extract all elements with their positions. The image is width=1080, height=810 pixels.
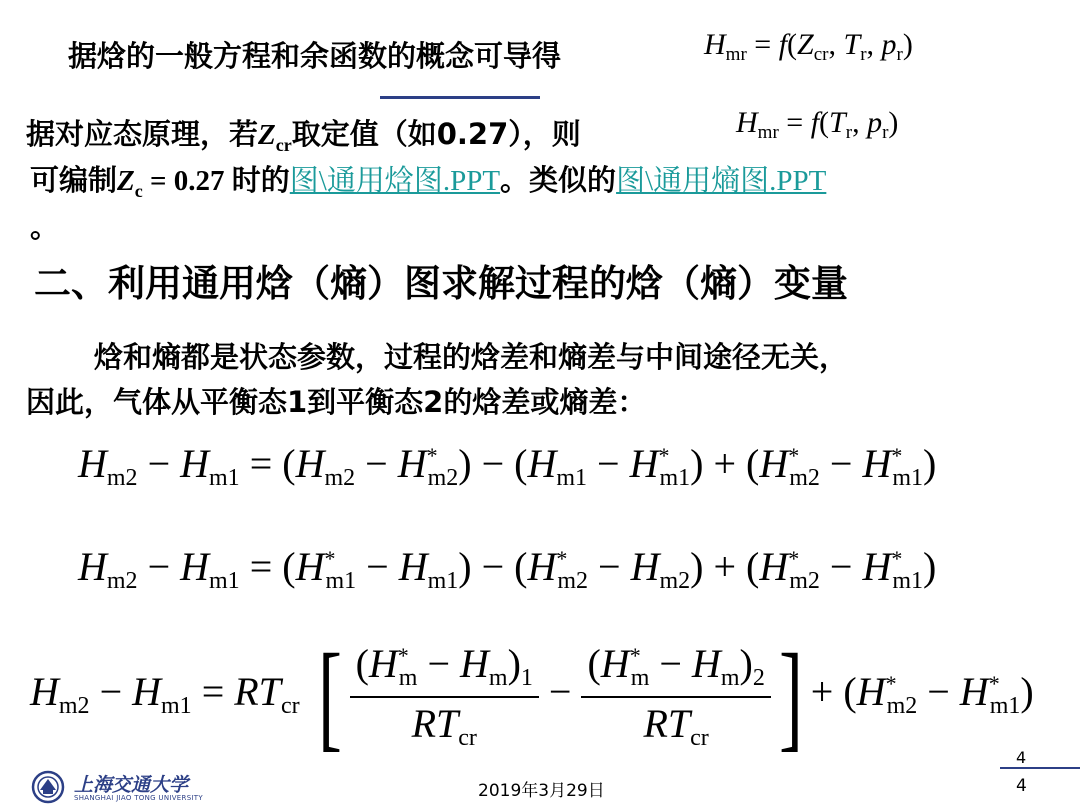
page-number-top: 4 — [1016, 748, 1027, 767]
intro-line: 据焓的一般方程和余函数的概念可导得 — [68, 39, 562, 73]
period-line: 。 — [30, 210, 60, 244]
equation-2: $H_{m2} - H_{m1} = (H^*_{m1} - H_{m1}) - (H^*_{m2} - H_{m2}) + (H^*_{m2} - H^*_{m1})$ — [78, 544, 937, 594]
entropy-chart-link[interactable]: 图\通用熵图.PPT — [616, 165, 827, 197]
corresponding-states-line: 据对应态原理，若$Z_{cr}$取定值（如0.27），则 — [26, 117, 581, 155]
equation-hmr-zcr: $H_{mr} = f(Z_{cr}$, $T_r$, $p_r$) — [704, 28, 913, 65]
university-seal-icon — [30, 770, 68, 804]
divider-rule — [380, 96, 540, 99]
enthalpy-chart-link[interactable]: 图\通用焓图.PPT — [289, 165, 501, 197]
footer-date: 2019年3月29日 — [478, 781, 605, 801]
equation-3: $H_{m2} - H_{m1} = RT_{cr}$ [ $\frac{(H^*_m - H_m)_1}{RT_{cr}}$ − $\frac{(H^*_m - H_m)_2}{RT_{cr}}$ ] + $(H^*_{m2} - H^*_{m1})$ — [30, 629, 1034, 762]
paragraph-line-1: 焓和熵都是状态参数，过程的焓差和熵差与中间途径无关， — [94, 340, 849, 374]
footer-rule — [1000, 767, 1080, 769]
university-logo: 上海交通大学 SHANGHAI JIAO TONG UNIVERSITY — [30, 770, 68, 808]
equation-1: $H_{m2} - H_{m1} = (H_{m2} - H^*_{m2}) - (H_{m1} - H^*_{m1}) + (H^*_{m2} - H^*_{m1})$ — [78, 441, 937, 491]
page-number: 4 — [1016, 776, 1027, 796]
section-heading: 二、利用通用焓（熵）图求解过程的焓（熵）变量 — [34, 262, 848, 305]
paragraph-line-2: 因此，气体从平衡态1到平衡态2的焓差或熵差： — [26, 385, 647, 419]
chart-reference-line: 可编制$Z_c = 0.27$ 时的图\通用焓图.PPT。类似的图\通用熵图.PPT — [30, 163, 827, 201]
equation-hmr-tr-pr: $H_{mr} = f(T_r$, $p_r$) — [736, 106, 899, 143]
